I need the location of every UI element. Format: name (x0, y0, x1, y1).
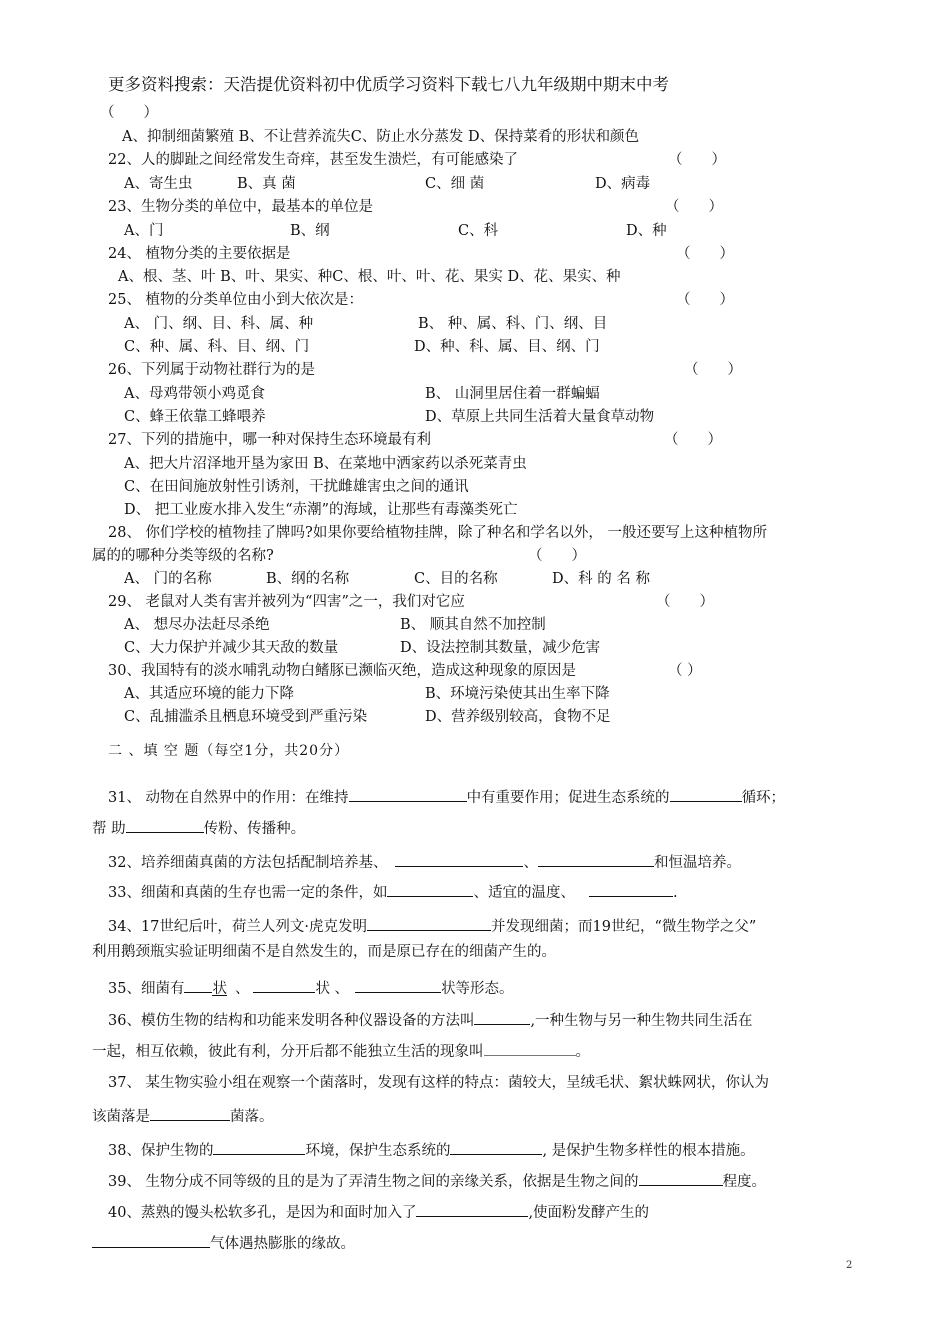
q29-answer-paren: （ ） (656, 594, 714, 610)
q33-blank-1[interactable] (387, 881, 473, 897)
q32-text-2: 、 (523, 855, 538, 871)
q26-option-b: B、 山洞里居住着一群蝙蝠 (425, 386, 600, 402)
q31-line1 (108, 786, 785, 807)
q30-option-d: D、营养级别较高，食物不足 (425, 709, 611, 725)
q31-blank-2[interactable] (670, 786, 742, 802)
q36-line2 (92, 1040, 590, 1061)
q34-blank-1[interactable] (367, 915, 491, 931)
q35-line (108, 977, 514, 998)
q37-text-2: 菌落。 (230, 1109, 274, 1125)
q23-option-b: B、纲 (290, 223, 330, 239)
q25-option-d: D、种、科、属、目、纲、门 (414, 339, 600, 355)
q23-option-c: C、科 (458, 223, 499, 239)
q26-option-d: D、草原上共同生活着大量食草动物 (425, 409, 655, 425)
q39-line (108, 1170, 766, 1191)
q29-question: 29、 老鼠对人类有害并被列为“四害”之一，我们对它应 (108, 594, 465, 610)
q35-text-1: 35、细菌有 (108, 981, 185, 997)
q33-text-1: 33、细菌和真菌的生存也需一定的条件，如 (108, 885, 388, 901)
q40-text-2: ,使面粉发酵产生的 (528, 1205, 650, 1221)
q22-option-b: B、真 菌 (237, 176, 296, 192)
q32-blank-1[interactable] (395, 851, 523, 867)
section-title-fill-in: 二 、填 空 题（每空1分，共20分） (108, 743, 350, 759)
q38-blank-2[interactable] (450, 1139, 542, 1155)
q28-option-b: B、纲的名称 (266, 571, 350, 587)
q26-answer-paren: （ ） (684, 362, 742, 378)
q31-text-4: 帮 助 (92, 821, 126, 837)
q39-blank-1[interactable] (639, 1170, 723, 1186)
q26-option-a: A、母鸡带领小鸡觅食 (124, 386, 265, 402)
q31-blank-1[interactable] (349, 786, 467, 802)
q28-option-c: C、目的名称 (414, 571, 498, 587)
q23-option-a: A、门 (124, 223, 164, 239)
q35-text-2: 状 (212, 981, 227, 997)
q29-option-d: D、设法控制其数量，减少危害 (400, 640, 601, 656)
q28-question-line1: 28、 你们学校的植物挂了牌吗?如果你要给植物挂牌，除了种名和学名以外， 一般还要写上这种植物所 (108, 525, 767, 541)
q39-text-1: 39、 生物分成不同等级的且的是为了弄清生物之间的亲缘关系，依据是生物之间的 (108, 1174, 639, 1190)
q31-text-1: 31、 动物在自然界中的作用：在维持 (108, 790, 349, 806)
q36-line1 (108, 1009, 753, 1030)
q36-text-2: ,一种生物与另一种生物共同生活在 (530, 1013, 753, 1029)
q40-line2 (92, 1232, 355, 1253)
q29-option-c: C、大力保护并减少其天敌的数量 (124, 640, 339, 656)
q40-blank-2[interactable] (92, 1232, 210, 1248)
q37-line2 (92, 1105, 274, 1126)
q24-answer-paren: （ ） (676, 246, 734, 262)
q38-text-1: 38、保护生物的 (108, 1143, 214, 1159)
q23-option-d: D、种 (626, 223, 667, 239)
q27-question: 27、下列的措施中，哪一种对保持生态环境最有利 (108, 432, 431, 448)
q34-text-1: 34、17世纪后叶，荷兰人列文·虎克发明 (108, 919, 368, 935)
q21-answer-paren: （ ） (100, 105, 158, 121)
q21-options: A、抑制细菌繁殖 B、不让营养流失C、防止水分蒸发 D、保持菜肴的形状和颜色 (122, 129, 640, 145)
q35-blank-3[interactable] (355, 977, 441, 993)
q37-line1: 37、 某生物实验小组在观察一个菌落时，发现有这样的特点：菌较大，呈绒毛状、絮状蛛网状，你认为 (108, 1075, 770, 1091)
q40-text-1: 40、蒸熟的馒头松软多孔，是因为和面时加入了 (108, 1205, 417, 1221)
q28-option-d: D、科 的 名 称 (552, 571, 650, 587)
q24-options: A、根、茎、叶 B、叶、果实、种C、根、叶、叶、花、果实 D、花、果实、种 (118, 269, 621, 285)
q32-text-3: 和恒温培养。 (653, 855, 741, 871)
q33-text-2: 、适宜的温度、 (473, 885, 575, 901)
q22-option-a: A、寄生虫 (124, 176, 193, 192)
q37-blank-1[interactable] (150, 1105, 230, 1121)
q27-option-d: D、 把工业废水排入发生“赤潮”的海域，让那些有毒藻类死亡 (124, 502, 518, 518)
q35-text-3: 、 (234, 981, 250, 997)
q34-text-2: 并发现细菌；而19世纪，“微生物学之父” (491, 919, 757, 935)
q24-question: 24、 植物分类的主要依据是 (108, 246, 291, 262)
q25-answer-paren: （ ） (676, 292, 734, 308)
q23-question: 23、生物分类的单位中，最基本的单位是 (108, 199, 373, 215)
q30-option-b: B、环境污染使其出生率下降 (425, 686, 610, 702)
q26-question: 26、下列属于动物社群行为的是 (108, 362, 315, 378)
q27-options-ab: A、把大片沼泽地开垦为家田 B、在菜地中洒家药以杀死菜青虫 (124, 456, 527, 472)
q35-text-5: 状等形态。 (441, 981, 514, 997)
page-header: 更多资料搜索：天浩提优资料初中优质学习资料下载七八九年级期中期末中考 (108, 75, 669, 94)
q22-question: 22、人的脚趾之间经常发生奇痒，甚至发生溃烂，有可能感染了 (108, 152, 518, 168)
q28-answer-paren: （ ） (528, 548, 586, 564)
q34-line1 (108, 915, 756, 936)
q25-option-c: C、种、属、科、目、纲、门 (124, 339, 310, 355)
q38-text-3: , 是保护生物多样性的根本措施。 (542, 1143, 755, 1159)
q22-answer-paren: （ ） (668, 152, 726, 168)
q25-option-a: A、 门、纲、目、科、属、种 (124, 316, 314, 332)
q30-answer-paren: （ ） (668, 663, 702, 679)
q31-line2 (92, 817, 305, 838)
q35-blank-1[interactable] (184, 977, 212, 993)
q27-option-c: C、在田间施放射性引诱剂，干扰雌雄害虫之间的通讯 (124, 479, 469, 495)
q36-text-4: 。 (575, 1044, 590, 1060)
q23-answer-paren: （ ） (665, 199, 723, 215)
q31-blank-3[interactable] (126, 817, 204, 833)
q37-text-1: 该菌落是 (92, 1109, 150, 1125)
q31-text-3: 循环； (741, 790, 786, 806)
q40-text-3: 气体遇热膨胀的缘故。 (210, 1236, 355, 1252)
q25-question: 25、 植物的分类单位由小到大依次是： (108, 292, 364, 308)
q38-line (108, 1139, 755, 1160)
q29-option-b: B、 顺其自然不加控制 (400, 617, 546, 633)
q31-text-2: 中有重要作用；促进生态系统的 (466, 790, 670, 806)
q36-blank-2[interactable] (484, 1040, 576, 1056)
q31-text-5: 传粉、传播种。 (203, 821, 306, 837)
q39-text-2: 程度。 (722, 1174, 767, 1190)
q30-question: 30、我国特有的淡水哺乳动物白鳍豚已濒临灭绝，造成这种现象的原因是 (108, 663, 576, 679)
q28-option-a: A、 门的名称 (124, 571, 212, 587)
q35-text-4: 状 、 (315, 981, 350, 997)
q36-blank-1[interactable] (474, 1009, 530, 1025)
q33-line (108, 881, 678, 902)
q22-option-c: C、细 菌 (425, 176, 485, 192)
q27-answer-paren: （ ） (664, 432, 722, 448)
q30-option-a: A、其适应环境的能力下降 (124, 686, 294, 702)
q38-blank-1[interactable] (213, 1139, 305, 1155)
q40-blank-1[interactable] (416, 1201, 528, 1217)
q32-text-1: 32、培养细菌真菌的方法包括配制培养基、 (108, 855, 388, 871)
q26-option-c: C、蜂王依靠工蜂喂养 (124, 409, 266, 425)
q32-blank-2[interactable] (538, 851, 654, 867)
q30-option-c: C、乱捕滥杀且栖息环境受到严重污染 (124, 709, 368, 725)
q28-question-line2: 属的的哪种分类等级的名称? (92, 548, 274, 564)
q29-option-a: A、 想尽办法赶尽杀绝 (124, 617, 270, 633)
q33-blank-2[interactable] (589, 881, 673, 897)
q25-option-b: B、 种、属、科、门、纲、目 (418, 316, 608, 332)
q33-text-3: . (672, 885, 678, 901)
q35-blank-2[interactable] (253, 977, 315, 993)
q38-text-2: 环境，保护生态系统的 (305, 1143, 451, 1159)
page-number: 2 (846, 1260, 853, 1271)
q32-line (108, 851, 741, 872)
q40-line1 (108, 1201, 649, 1222)
q36-text-1: 36、模仿生物的结构和功能来发明各种仪器设备的方法叫 (108, 1013, 475, 1029)
q34-line2: 利用鹅颈瓶实验证明细菌不是自然发生的，而是原已存在的细菌产生的。 (92, 944, 556, 960)
q36-text-3: 一起，相互依赖，彼此有利，分开后都不能独立生活的现象叫 (92, 1044, 484, 1060)
q22-option-d: D、病毒 (595, 176, 651, 192)
